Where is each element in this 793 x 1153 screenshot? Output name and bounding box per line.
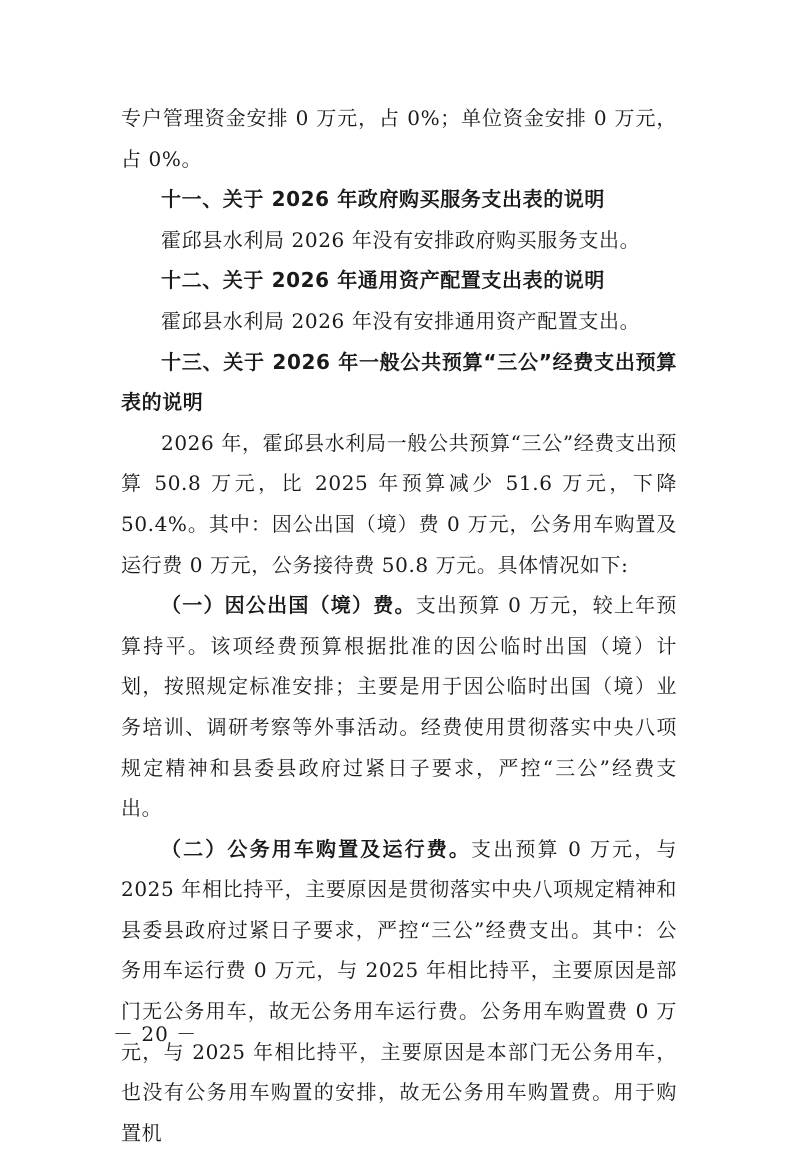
official-vehicles-text: 支出预算 0 万元，与 2025 年相比持平，主要原因是贯彻落实中央八项规定精神和县委县政府过紧日子要求，严控“三公”经费支出。其中：公务用车运行费 0 万元，与 2025 年相比持平，主要原因是部门无公务用车，故无公务用车运行费。公务用车购置费 0 万元，与 2025 年相比持平，主要原因是本部门无公务用车，也没有公务用车购置的安排，故无公务用车购置费。用于购置机 [121,836,677,1145]
paragraph-overseas-travel [121,585,677,829]
overseas-travel-text: 支出预算 0 万元，较上年预算持平。该项经费预算根据批准的因公临时出国（境）计划，按照规定标准安排；主要是用于因公临时出国（境）业务培训、调研考察等外事活动。经费使用贯彻落实中央八项规定精神和县委县政府过紧日子要求，严控“三公”经费支出。 [121,593,678,821]
paragraph-continuation: 专户管理资金安排 0 万元，占 0%；单位资金安排 0 万元，占 0%。 [121,106,677,171]
section-heading-13: 十三、关于 2026 年一般公共预算“三公”经费支出预算表的说明 [121,349,677,415]
subheading-official-vehicles: （二）公务用车购置及运行费。 [161,836,472,861]
paragraph-section-13-summary: 2026 年，霍邱县水利局一般公共预算“三公”经费支出预算 50.8 万元，比 2025 年预算减少 51.6 万元，下降 50.4%。其中：因公出国（境）费 0 万元，公务用车购置及运行费 0 万元，公务接待费 50.8 万元。具体情况如下: [121,430,677,577]
paragraph-section-11: 霍邱县水利局 2026 年没有安排政府购买服务支出。 [161,227,641,252]
paragraph-official-vehicles [121,829,677,1153]
subheading-overseas-travel: （一）因公出国（境）费。 [161,593,416,618]
paragraph-section-12: 霍邱县水利局 2026 年没有安排通用资产配置支出。 [161,308,641,333]
body-text [121,98,677,1153]
page-number: － 20 － [113,1022,198,1046]
section-heading-11: 十一、关于 2026 年政府购买服务支出表的说明 [161,187,605,212]
section-heading-12: 十二、关于 2026 年通用资产配置支出表的说明 [161,268,605,293]
